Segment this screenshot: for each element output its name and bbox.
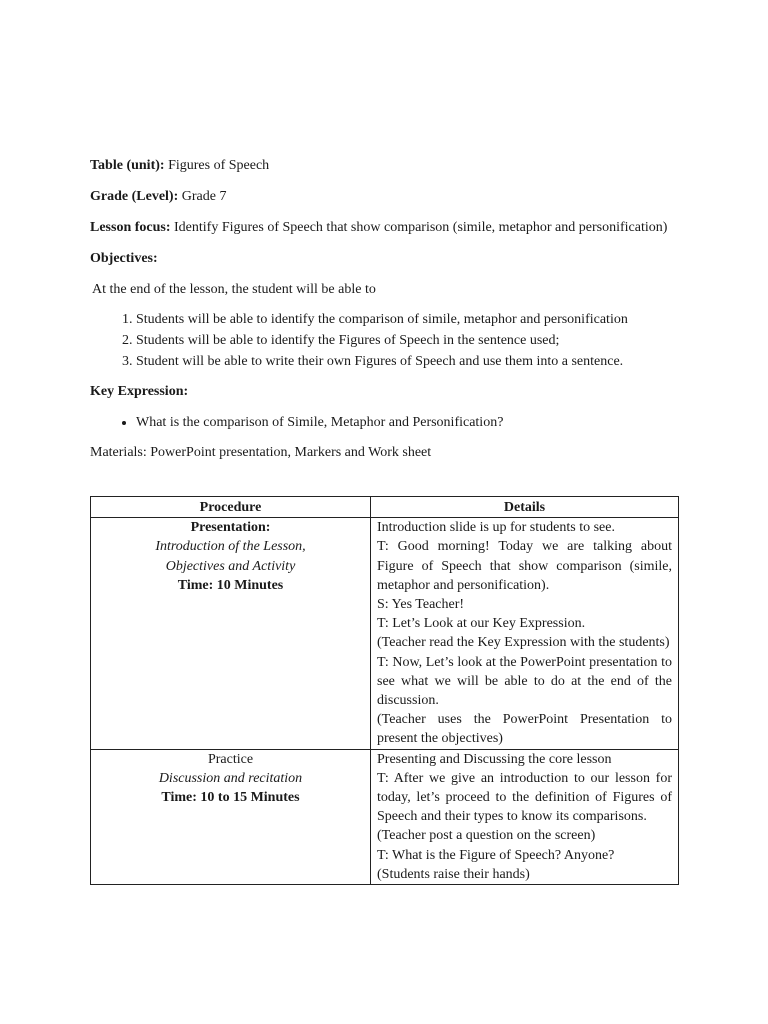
objectives-heading [90,249,690,268]
procedure-title: Presentation: [190,520,271,536]
detail-line: (Teacher post a question on the screen) [377,828,596,844]
grade-label: Grade (Level): [90,189,179,204]
key-expression-list [90,413,690,432]
detail-line: Presenting and Discussing the core lesson [377,751,612,767]
lesson-procedure-table [90,496,679,885]
lesson-focus-label: Lesson focus: [90,220,171,235]
detail-line: (Students raise their hands) [377,866,530,882]
header-procedure: Procedure [91,497,371,518]
table-row [91,749,679,884]
procedure-cell [91,749,371,884]
detail-line: T: Let’s Look at our Key Expression. [377,616,586,632]
lesson-focus-line [90,218,690,237]
materials-label: Materials: [90,445,147,460]
detail-line: T: Now, Let’s look at the PowerPoint presentation to see what we will be able to do at the end of the discussion. [377,654,672,709]
procedure-time: Time: 10 Minutes [177,577,284,593]
procedure-subtitle: Objectives and Activity [165,558,296,574]
table-header-row [91,497,679,518]
materials-line [90,443,690,462]
key-expression-item: • What is the comparison of Simile, Metaphor and Personification? [136,413,690,432]
key-expression-label: Key Expression: [90,384,189,399]
lesson-header [90,156,690,473]
procedure-subtitle: Introduction of the Lesson, [155,539,306,555]
procedure-title: Practice [207,751,254,767]
materials-value: PowerPoint presentation, Markers and Work sheet [150,445,432,460]
objectives-list [90,310,690,371]
table-unit-label: Table (unit): [90,158,165,173]
objective-item: 3. Student will be able to write their own Figures of Speech and use them into a sentence. [136,352,690,371]
objective-item: 1. Students will be able to identify the comparison of simile, metaphor and personification [136,310,690,329]
details-cell [371,749,679,884]
grade-line [90,187,690,206]
detail-line: T: What is the Figure of Speech? Anyone? [377,847,615,863]
procedure-cell [91,518,371,749]
detail-line: T: Good morning! Today we are talking about Figure of Speech that show comparison (simile, metaphor and personification). [377,539,672,593]
objectives-intro: At the end of the lesson, the student will be able to [92,282,376,297]
key-expression-heading [90,382,690,401]
detail-line: S: Yes Teacher! [377,597,465,613]
details-cell [371,518,679,749]
objective-item: 2. Students will be able to identify the Figures of Speech in the sentence used; [136,331,690,350]
header-details: Details [371,497,679,518]
procedure-time: Time: 10 to 15 Minutes [161,790,300,806]
table-unit-value: Figures of Speech [168,158,270,173]
table-unit-line [90,156,690,175]
detail-line: Introduction slide is up for students to see. [377,520,615,536]
grade-value: Grade 7 [181,189,227,204]
objectives-label: Objectives: [90,251,158,266]
detail-line: T: After we give an introduction to our lesson for today, let’s proceed to the definition of Figures of Speech and their types to know its comparisons. [377,770,672,825]
lesson-focus-value: Identify Figures of Speech that show comparison (simile, metaphor and personification) [174,220,668,235]
detail-line: (Teacher uses the PowerPoint Presentation to present the objectives) [377,712,672,747]
detail-line: (Teacher read the Key Expression with the students) [377,635,670,651]
table-row [91,518,679,749]
procedure-subtitle: Discussion and recitation [158,770,303,786]
